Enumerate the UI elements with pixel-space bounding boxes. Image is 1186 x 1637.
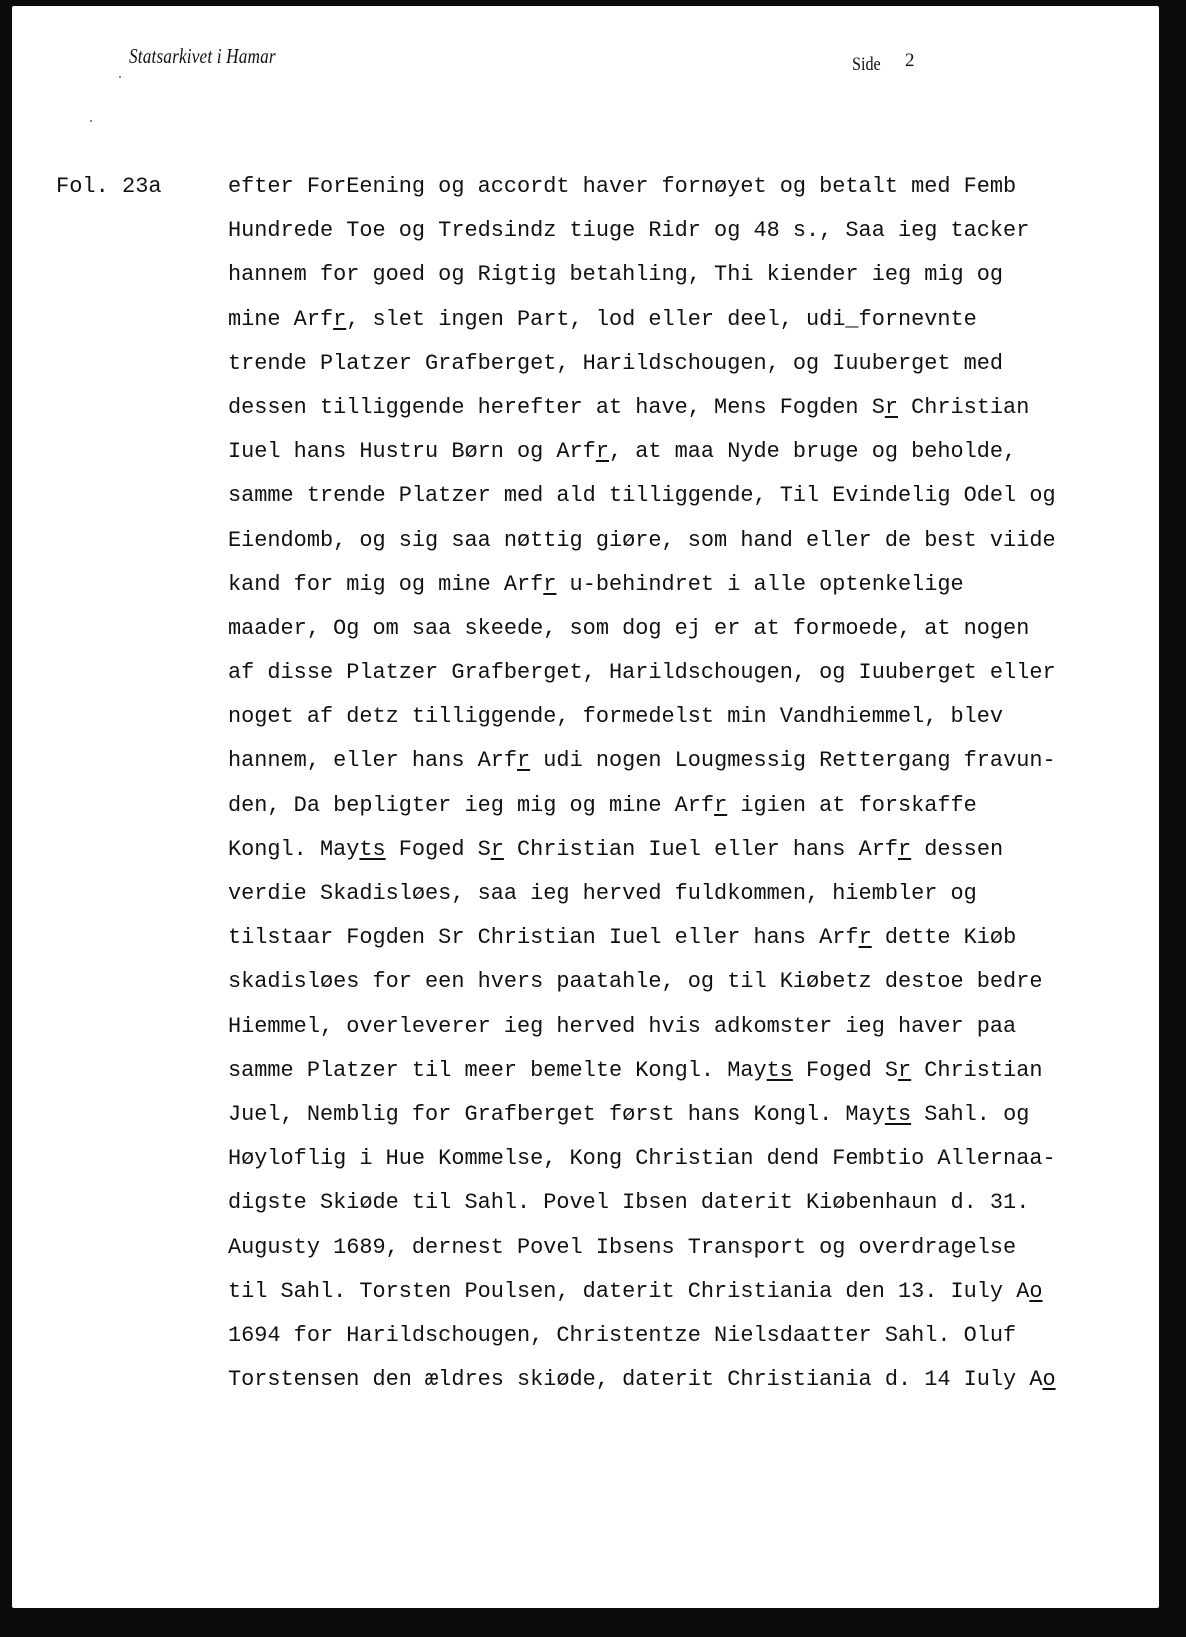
text-segment: udi nogen Lougmessig Rettergang fravun- bbox=[530, 748, 1056, 774]
folio-label: Fol. 23a bbox=[56, 174, 162, 199]
text-line bbox=[228, 784, 1056, 828]
text-segment: dessen tilliggende herefter at have, Mens Fogden S bbox=[228, 394, 885, 420]
text-line bbox=[228, 1314, 1056, 1358]
text-line bbox=[228, 519, 1056, 563]
text-segment: verdie Skadisløes, saa ieg herved fuldkommen, hiembler og bbox=[228, 881, 977, 906]
text-segment: Hundrede Toe og Tredsindz tiuge Ridr og 48 s., Saa ieg tacker bbox=[228, 218, 1030, 244]
page-number: 2 bbox=[905, 50, 915, 71]
text-line bbox=[228, 209, 1056, 253]
text-line bbox=[228, 165, 1056, 209]
text-line bbox=[228, 1093, 1056, 1137]
underlined-abbreviation: r bbox=[898, 836, 912, 862]
text-line bbox=[228, 739, 1056, 783]
text-segment: Foged S bbox=[385, 836, 491, 862]
text-line bbox=[228, 607, 1056, 651]
text-line bbox=[228, 1049, 1056, 1093]
underlined-abbreviation: r bbox=[517, 748, 531, 774]
text-segment: mine Arf bbox=[228, 306, 334, 332]
text-line bbox=[228, 253, 1056, 297]
text-line bbox=[228, 430, 1056, 474]
underlined-abbreviation: ts bbox=[884, 1101, 912, 1127]
document-page bbox=[12, 6, 1159, 1608]
text-segment: Juel, Nemblig for Grafberget først hans Kongl. May bbox=[228, 1101, 885, 1127]
text-segment: 1694 for Harildschougen, Christentze Nielsdaatter Sahl. Oluf bbox=[228, 1322, 1017, 1348]
underlined-abbreviation: r bbox=[858, 925, 872, 951]
underlined-abbreviation: r bbox=[884, 394, 898, 420]
text-segment: Christian bbox=[911, 1057, 1043, 1083]
text-segment: Hiemmel, overleverer ieg herved hvis adkomster ieg haver paa bbox=[228, 1013, 1017, 1039]
text-segment: u-behindret i alle optenkelige bbox=[556, 571, 964, 597]
text-line bbox=[228, 916, 1056, 960]
text-line bbox=[228, 1226, 1056, 1270]
underlined-abbreviation: r bbox=[490, 836, 504, 862]
text-segment: Kongl. May bbox=[228, 836, 360, 862]
underlined-abbreviation: r bbox=[333, 306, 347, 332]
underlined-abbreviation: ts bbox=[359, 836, 386, 862]
underlined-abbreviation: r bbox=[714, 792, 728, 818]
text-segment: af disse Platzer Grafberget, Harildschougen, og Iuuberget eller bbox=[228, 660, 1056, 686]
text-segment: Sahl. og bbox=[911, 1101, 1030, 1127]
page-label: Side bbox=[852, 54, 881, 75]
text-line bbox=[228, 1137, 1056, 1181]
text-line bbox=[228, 386, 1056, 430]
text-segment: trende Platzer Grafberget, Harildschougen, og Iuuberget med bbox=[228, 350, 1004, 376]
text-line bbox=[228, 563, 1056, 607]
underlined-abbreviation: r bbox=[595, 439, 609, 465]
text-segment: Christian Iuel eller hans Arf bbox=[503, 836, 898, 862]
text-segment: skadisløes for een hvers paatahle, og til Kiøbetz destoe bedre bbox=[228, 969, 1043, 995]
text-segment: dessen bbox=[911, 836, 1004, 862]
text-segment: samme Platzer til meer bemelte Kongl. May bbox=[228, 1057, 767, 1083]
underlined-abbreviation: r bbox=[543, 571, 557, 597]
underlined-abbreviation: o bbox=[1042, 1367, 1056, 1393]
text-segment: samme trende Platzer med ald tilliggende, Til Evindelig Odel og bbox=[228, 483, 1056, 509]
text-line bbox=[228, 828, 1056, 872]
text-segment: Foged S bbox=[792, 1057, 898, 1083]
text-segment: til Sahl. Torsten Poulsen, daterit Christiania den 13. Iuly A bbox=[228, 1278, 1030, 1304]
text-segment: , slet ingen Part, lod eller deel, udi_fornevnte bbox=[346, 306, 977, 332]
underlined-abbreviation: ts bbox=[766, 1057, 793, 1083]
text-line bbox=[228, 1358, 1056, 1402]
text-line bbox=[228, 695, 1056, 739]
text-segment: digste Skiøde til Sahl. Povel Ibsen daterit Kiøbenhaun d. 31. bbox=[228, 1190, 1030, 1216]
text-segment: tilstaar Fogden Sr Christian Iuel eller hans Arf bbox=[228, 925, 859, 951]
text-segment: dette Kiøb bbox=[871, 925, 1017, 951]
text-line bbox=[228, 474, 1056, 518]
text-line bbox=[228, 1270, 1056, 1314]
text-segment: Eiendomb, og sig saa nøttig giøre, som hand eller de best viide bbox=[228, 527, 1056, 553]
text-line bbox=[228, 651, 1056, 695]
underlined-abbreviation: o bbox=[1029, 1278, 1043, 1304]
text-line bbox=[228, 1181, 1056, 1225]
scan-speck bbox=[90, 120, 92, 122]
text-segment: hannem, eller hans Arf bbox=[228, 748, 518, 774]
text-segment: , at maa Nyde bruge og beholde, bbox=[608, 439, 1017, 465]
text-segment: noget af detz tilliggende, formedelst min Vandhiemmel, blev bbox=[228, 704, 1004, 730]
text-segment: igien at forskaffe bbox=[727, 792, 977, 818]
text-segment: Torstensen den ældres skiøde, daterit Christiania d. 14 Iuly A bbox=[228, 1367, 1043, 1393]
text-segment: kand for mig og mine Arf bbox=[228, 571, 544, 597]
text-line bbox=[228, 960, 1056, 1004]
text-line bbox=[228, 342, 1056, 386]
text-segment: den, Da bepligter ieg mig og mine Arf bbox=[228, 792, 715, 818]
text-segment: Høyloflig i Hue Kommelse, Kong Christian dend Fembtio Allernaa- bbox=[228, 1146, 1056, 1172]
text-line bbox=[228, 298, 1056, 342]
text-segment: hannem for goed og Rigtig betahling, Thi kiender ieg mig og bbox=[228, 262, 1004, 288]
text-segment: efter ForEening og accordt haver fornøyet og betalt med Femb bbox=[228, 174, 1017, 199]
scan-speck bbox=[119, 76, 121, 78]
transcription-body bbox=[228, 165, 1056, 1402]
text-line bbox=[228, 872, 1056, 916]
text-line bbox=[228, 1005, 1056, 1049]
archive-name: Statsarkivet i Hamar bbox=[129, 44, 276, 68]
text-segment: maader, Og om saa skeede, som dog ej er at formoede, at nogen bbox=[228, 615, 1030, 641]
text-segment: Iuel hans Hustru Børn og Arf bbox=[228, 439, 596, 465]
underlined-abbreviation: r bbox=[897, 1057, 912, 1083]
text-segment: Christian bbox=[897, 394, 1030, 420]
text-segment: Augusty 1689, dernest Povel Ibsens Transport og overdragelse bbox=[228, 1234, 1017, 1260]
